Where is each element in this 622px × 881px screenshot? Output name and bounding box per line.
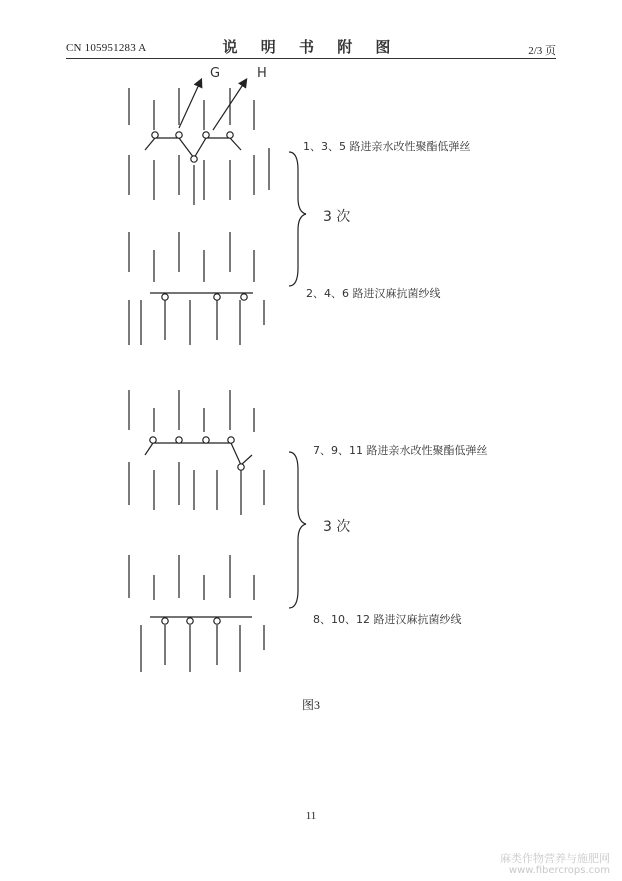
diagram-2 (129, 390, 306, 672)
repeat-label-1: 3 次 (323, 209, 351, 225)
watermark-title: 麻类作物营养与施肥网 (500, 852, 610, 865)
watermark-url: www.fibercrops.com (508, 865, 610, 876)
yarn-path-3 (145, 443, 252, 465)
label-top-2: 7、9、11 路进亲水改性聚酯低弹丝 (313, 444, 488, 457)
arrow-label-g: G (210, 66, 221, 81)
patent-number: CN 105951283 A (66, 42, 147, 54)
needle-row-bottom-2 (129, 555, 264, 672)
needle-row-top-2 (129, 390, 264, 515)
page-title: 说 明 书 附 图 (222, 38, 400, 56)
brace-1 (289, 152, 306, 286)
needle-row-bottom (129, 232, 264, 345)
figure-caption: 图3 (301, 698, 320, 712)
label-bottom-1: 2、4、6 路进汉麻抗菌纱线 (306, 287, 441, 300)
page-of: 2/3 页 (528, 45, 556, 57)
needle-row-top (129, 88, 269, 205)
label-bottom-2: 8、10、12 路进汉麻抗菌纱线 (313, 613, 462, 626)
yarn-path-1 (145, 138, 241, 158)
diagram-1 (129, 80, 306, 345)
page-number: 11 (305, 810, 317, 822)
arrow-label-h: H (257, 66, 267, 81)
repeat-label-2: 3 次 (323, 519, 351, 535)
arrow-g (179, 80, 201, 128)
brace-2 (289, 452, 306, 608)
label-top-1: 1、3、5 路进亲水改性聚酯低弹丝 (303, 140, 471, 153)
